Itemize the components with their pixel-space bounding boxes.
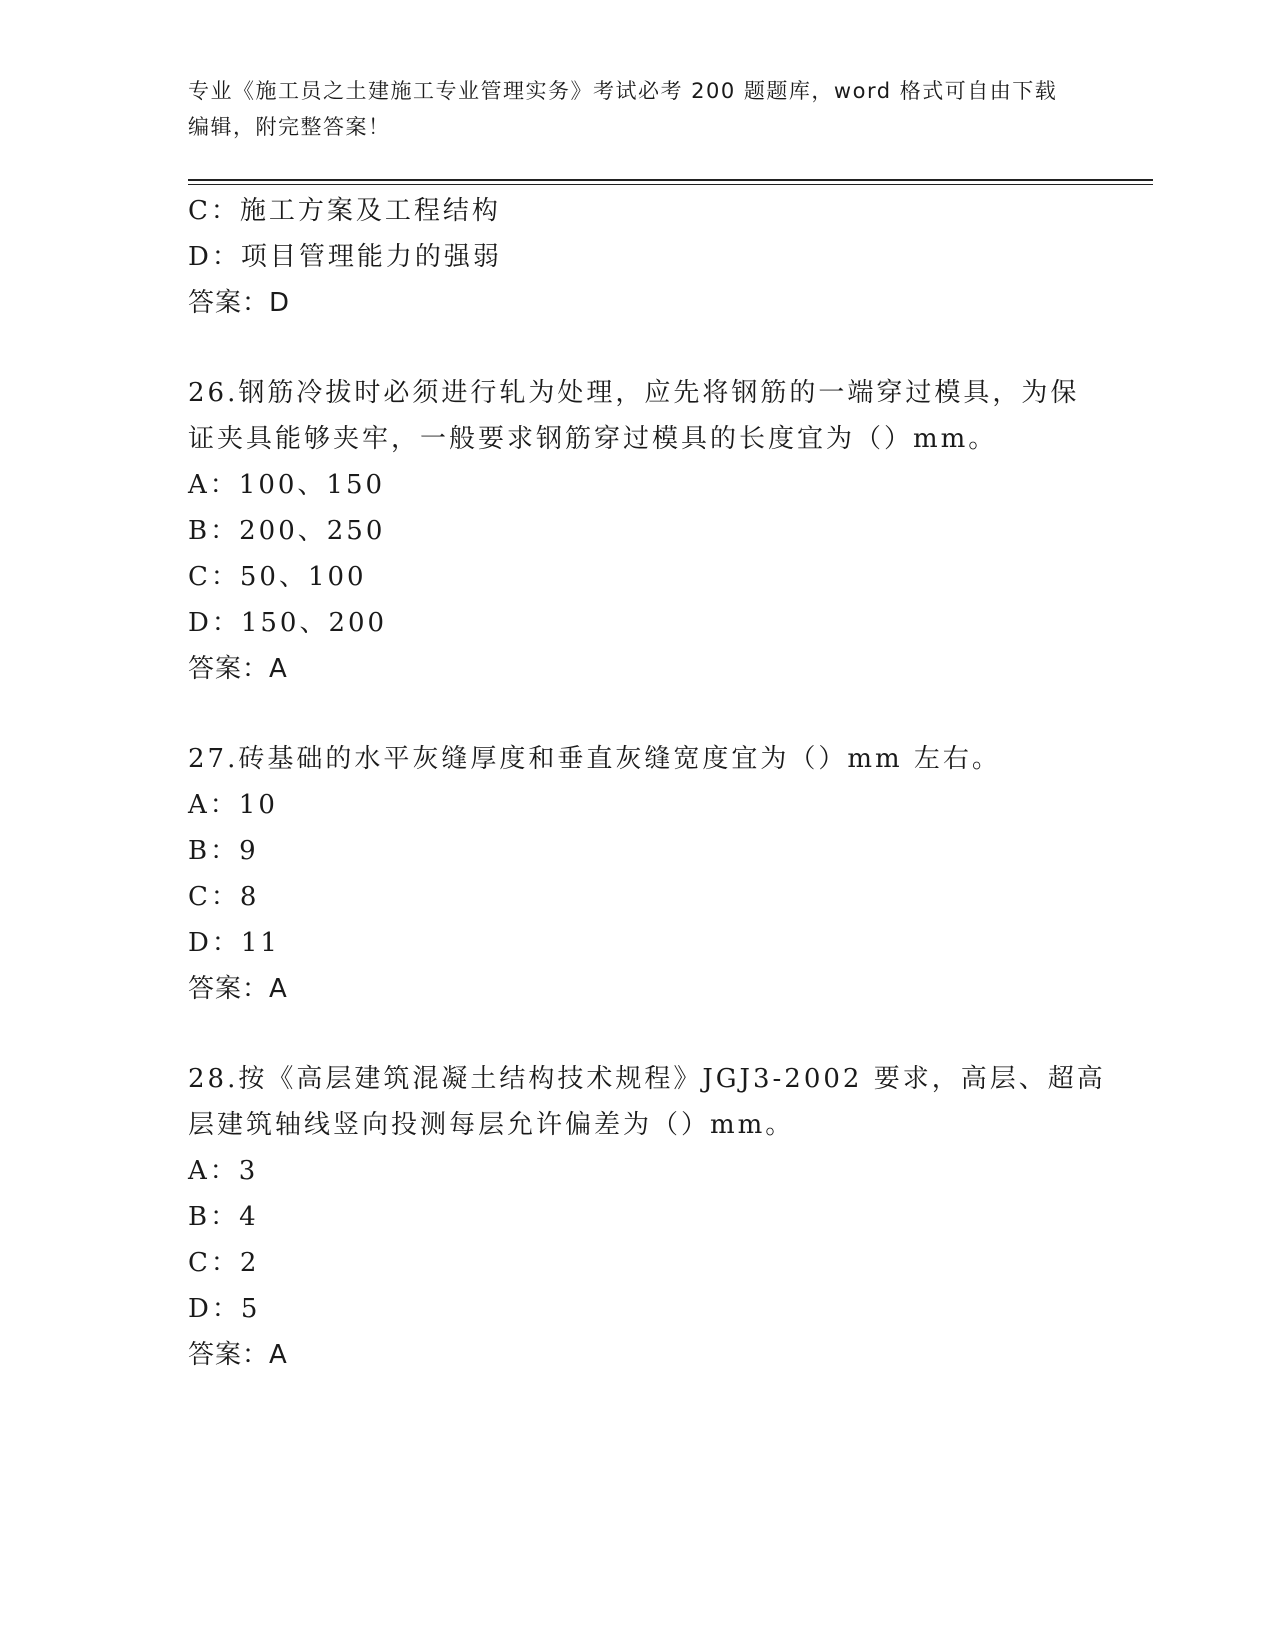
question-26 xyxy=(188,370,1088,692)
option-c: C：2 xyxy=(188,1248,260,1278)
option-c: C：50、100 xyxy=(188,562,367,592)
answer-line: 答案：A xyxy=(188,654,288,684)
option-b: B：200、250 xyxy=(188,516,386,546)
option-a: A：3 xyxy=(188,1156,259,1186)
question-stem-line: 证夹具能够夹牢，一般要求钢筋穿过模具的长度宜为（）mm。 xyxy=(188,424,998,454)
question-stem-line: 27.砖基础的水平灰缝厚度和垂直灰缝宽度宜为（）mm 左右。 xyxy=(188,744,1001,774)
option-a: A：100、150 xyxy=(188,470,386,500)
question-stem-line: 层建筑轴线竖向投测每层允许偏差为（）mm。 xyxy=(188,1110,795,1140)
question-27 xyxy=(188,736,1088,1012)
option-d: D：5 xyxy=(188,1294,261,1324)
header-divider-thick xyxy=(188,179,1153,181)
option-b: B：9 xyxy=(188,836,259,866)
option-c: C：8 xyxy=(188,882,260,912)
option-d: D：150、200 xyxy=(188,608,388,638)
option-b: B：4 xyxy=(188,1202,259,1232)
question-28 xyxy=(188,1056,1106,1378)
question-stem-line: 28.按《高层建筑混凝土结构技术规程》JGJ3-2002 要求，高层、超高 xyxy=(188,1064,1106,1094)
option-c: C：施工方案及工程结构 xyxy=(188,196,501,226)
answer-line: 答案：A xyxy=(188,974,288,1004)
option-d: D：11 xyxy=(188,928,280,958)
header-divider-thin xyxy=(188,184,1153,185)
question-stem-line: 26.钢筋冷拔时必须进行轧为处理，应先将钢筋的一端穿过模具，为保 xyxy=(188,378,1080,408)
option-d: D：项目管理能力的强弱 xyxy=(188,242,502,272)
answer-line: 答案：A xyxy=(188,1340,288,1370)
question-content xyxy=(188,188,1106,1378)
answer-line: 答案：D xyxy=(188,288,291,318)
document-header: 专业《施工员之土建施工专业管理实务》考试必考 200 题题库，word 格式可自由下载编辑，附完整答案！ xyxy=(188,79,1058,139)
previous-question-tail xyxy=(188,188,1088,326)
option-a: A：10 xyxy=(188,790,278,820)
